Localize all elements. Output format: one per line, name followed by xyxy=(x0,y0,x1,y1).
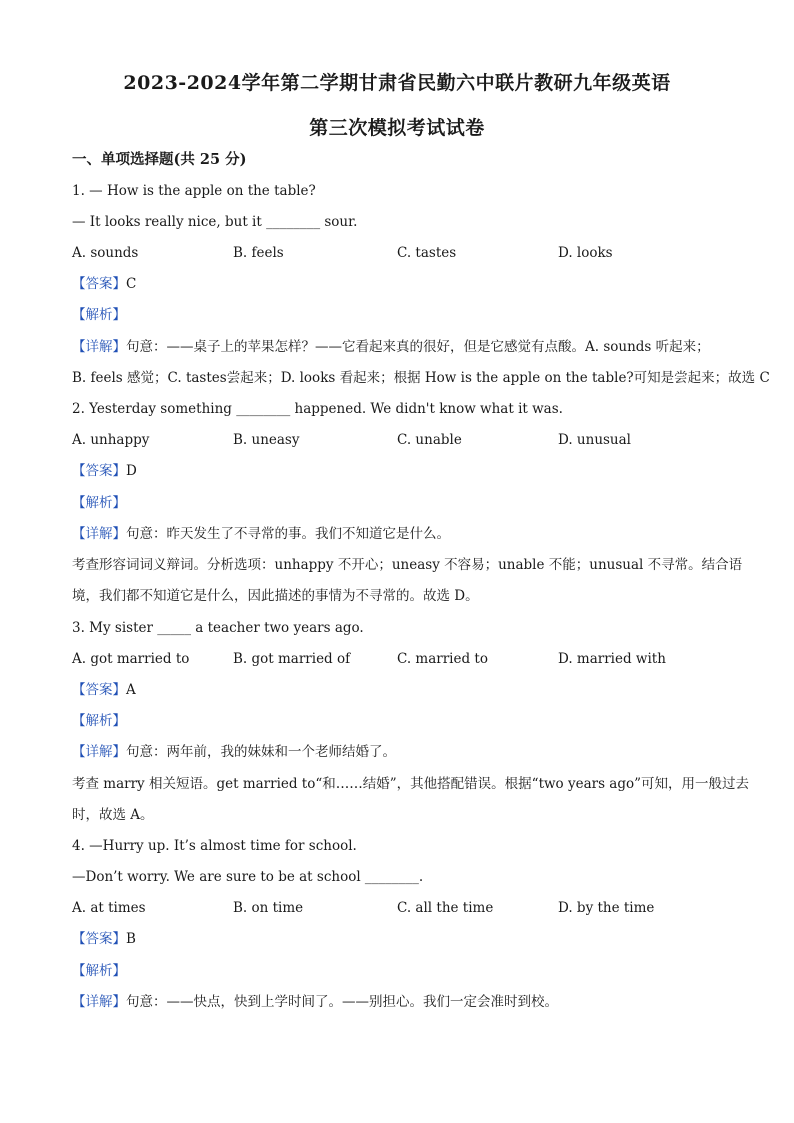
q2-option-c: C. unable xyxy=(397,432,462,448)
detail-tag: 【详解】 xyxy=(72,994,126,1010)
q3-option-c: C. married to xyxy=(397,651,488,667)
q3-answer xyxy=(72,680,722,700)
q4-analysis xyxy=(72,961,722,981)
analysis-tag: 【解析】 xyxy=(72,713,126,729)
q4-option-c: C. all the time xyxy=(397,900,494,916)
document-title-line-1: 2023-2024学年第二学期甘肃省民勤六中联片教研九年级英语 xyxy=(123,72,671,94)
q2-detail-line-2: 考查形容词词义辩词。分析选项：unhappy 不开心；uneasy 不容易；unable 不能；unusual 不寻常。结合语 xyxy=(72,557,743,573)
detail-tag: 【详解】 xyxy=(72,526,126,542)
q2-analysis xyxy=(72,493,722,513)
q1-detail-line-2: B. feels 感觉；C. tastes尝起来；D. looks 看起来；根据 How is the apple on the table?可知是尝起来；故选 C xyxy=(72,370,770,386)
q2-detail-text-1: 句意：昨天发生了不寻常的事。我们不知道它是什么。 xyxy=(126,526,450,542)
q3-option-a: A. got married to xyxy=(72,651,190,667)
q2-option-b: B. uneasy xyxy=(233,432,300,448)
q4-detail-line-1 xyxy=(72,992,722,1012)
q1-analysis xyxy=(72,305,722,325)
analysis-tag: 【解析】 xyxy=(72,307,126,323)
q4-detail-text-1: 句意：——快点，快到上学时间了。——别担心。我们一定会准时到校。 xyxy=(126,994,558,1010)
q1-detail-line-1 xyxy=(72,337,722,357)
q1-answer xyxy=(72,274,722,294)
q2-answer-value: D xyxy=(126,463,137,479)
q1-option-b: B. feels xyxy=(233,245,284,261)
q1-detail-text-1: 句意：——桌子上的苹果怎样？——它看起来真的很好，但是它感觉有点酸。A. sounds 听起来； xyxy=(126,339,710,355)
q3-stem-line-1: 3. My sister _____ a teacher two years ago. xyxy=(72,620,364,636)
detail-tag: 【详解】 xyxy=(72,339,126,355)
q3-detail-line-1 xyxy=(72,742,722,762)
q3-option-d: D. married with xyxy=(558,651,666,667)
q3-detail-text-1: 句意：两年前，我的妹妹和一个老师结婚了。 xyxy=(126,744,396,760)
q4-option-b: B. on time xyxy=(233,900,304,916)
q3-option-b: B. got married of xyxy=(233,651,351,667)
q3-detail-line-2: 考查 marry 相关短语。get married to“和……结婚”，其他搭配错误。根据“two years ago”可知，用一般过去 xyxy=(72,776,750,792)
q4-stem-line-2: —Don’t worry. We are sure to be at school ________. xyxy=(72,869,424,885)
q2-option-a: A. unhappy xyxy=(72,432,150,448)
answer-tag: 【答案】 xyxy=(72,682,126,698)
q1-stem-line-1: 1. — How is the apple on the table? xyxy=(72,183,316,199)
analysis-tag: 【解析】 xyxy=(72,963,126,979)
q2-option-d: D. unusual xyxy=(558,432,631,448)
q2-stem-line-1: 2. Yesterday something ________ happened. We didn't know what it was. xyxy=(72,401,563,417)
q1-answer-value: C xyxy=(126,276,137,292)
document-title-line-2: 第三次模拟考试试卷 xyxy=(309,117,485,139)
detail-tag: 【详解】 xyxy=(72,744,126,760)
q1-option-a: A. sounds xyxy=(72,245,139,261)
q1-option-c: C. tastes xyxy=(397,245,457,261)
q2-answer xyxy=(72,461,722,481)
q4-option-d: D. by the time xyxy=(558,900,655,916)
q3-answer-value: A xyxy=(126,682,136,698)
section-heading: 一、单项选择题(共 25 分) xyxy=(72,151,247,168)
q4-answer xyxy=(72,929,722,949)
q3-detail-line-3: 时，故选 A。 xyxy=(72,807,154,823)
analysis-tag: 【解析】 xyxy=(72,495,126,511)
q3-analysis xyxy=(72,711,722,731)
q2-detail-line-3: 境，我们都不知道它是什么，因此描述的事情为不寻常的。故选 D。 xyxy=(72,588,479,604)
q1-option-d: D. looks xyxy=(558,245,613,261)
answer-tag: 【答案】 xyxy=(72,931,126,947)
q2-detail-line-1 xyxy=(72,524,722,544)
q1-stem-line-2: — It looks really nice, but it ________ sour. xyxy=(72,214,358,230)
answer-tag: 【答案】 xyxy=(72,463,126,479)
q4-option-a: A. at times xyxy=(72,900,146,916)
q4-stem-line-1: 4. —Hurry up. It’s almost time for school. xyxy=(72,838,357,854)
q4-answer-value: B xyxy=(126,931,136,947)
answer-tag: 【答案】 xyxy=(72,276,126,292)
